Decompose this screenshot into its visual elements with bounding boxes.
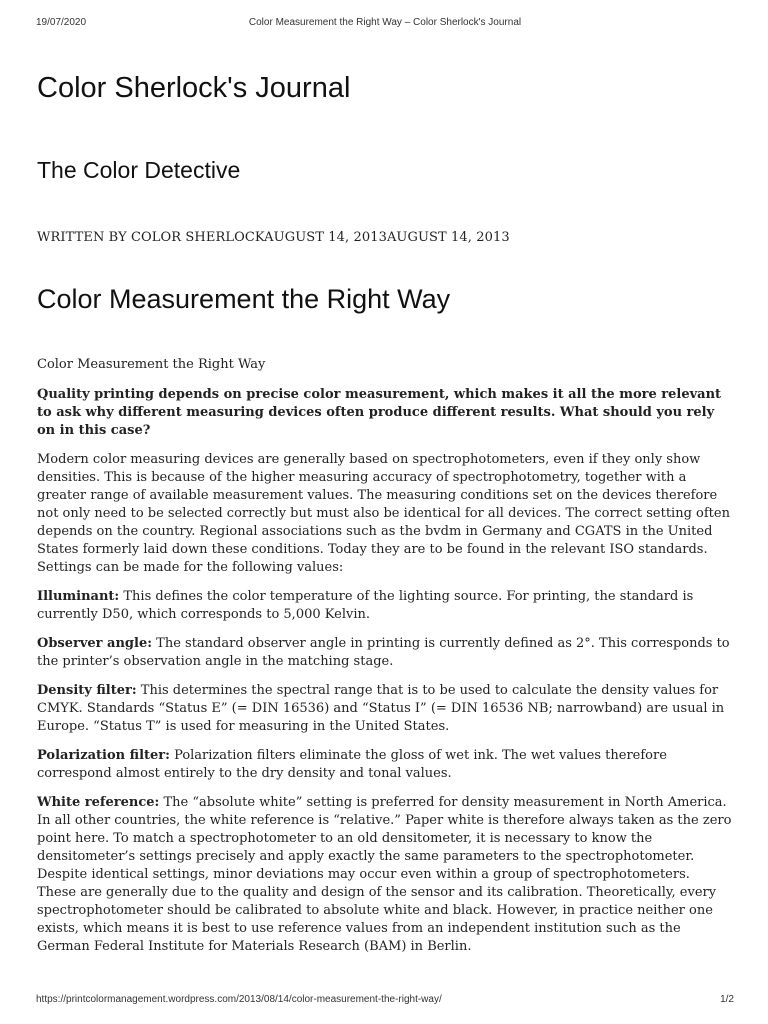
print-page-number: 1/2 (720, 994, 734, 1005)
setting-term: Illuminant: (37, 589, 120, 604)
setting-text: The standard observer angle in printing is currently defined as 2°. This corresponds to the printer’s observation angle in the matching stage. (37, 636, 730, 669)
setting-text: This defines the color temperature of the lighting source. For printing, the standard is currently D50, which corresponds to 5,000 Kelvin. (37, 589, 694, 622)
setting-term: Density filter: (37, 683, 137, 698)
setting-white-reference (37, 794, 733, 956)
print-header (36, 17, 734, 31)
setting-term: Polarization filter: (37, 748, 170, 763)
site-description: The Color Detective (37, 157, 241, 183)
setting-observer-angle (37, 635, 733, 671)
setting-term: White reference: (37, 795, 160, 810)
print-date: 19/07/2020 (36, 17, 87, 28)
post-intro-paragraph: Modern color measuring devices are generally based on spectrophotometers, even if they only show densities. This is because of the higher measuring accuracy of spectrophotometry, together with a greater range of available measurement values. The measuring conditions set on the devices therefore not only need to be selected correctly but must also be identical for all devices. The correct setting often depends on the country. Regional associations such as the bvdm in Germany and CGATS in the United States formerly laid down these conditions. Today they are to be found in the relevant ISO standards. Settings can be made for the following values: (37, 452, 730, 575)
setting-text: The “absolute white” setting is preferred for density measurement in North America. In all other countries, the white reference is “relative.” Paper white is therefore always taken as the zero point here. To match a spectrophotometer to an old densitometer, it is necessary to know the densitometer’s settings precisely and apply exactly the same parameters to the spectrophotometer. Despite identical settings, minor deviations may occur even within a group of spectrophotometers. These are generally due to the quality and design of the sensor and its calibration. Theoretically, every spectrophotometer should be calibrated to absolute white and black. However, in practice neither one exists, which means it is best to use reference values from an independent institution such as the German Federal Institute for Materials Research (BAM) in Berlin. (37, 795, 732, 954)
setting-polarization-filter (37, 747, 733, 783)
print-url[interactable]: https://printcolormanagement.wordpress.com/2013/08/14/color-measurement-the-right-way/ (36, 994, 442, 1005)
setting-density-filter (37, 682, 733, 736)
site-title[interactable]: Color Sherlock's Journal (37, 72, 351, 104)
post-byline: WRITTEN BY COLOR SHERLOCKAUGUST 14, 2013AUGUST 14, 2013 (37, 230, 510, 245)
setting-illuminant (37, 588, 733, 624)
setting-text: This determines the spectral range that is to be used to calculate the density values for CMYK. Standards “Status E” (= DIN 16536) and “Status I” (= DIN 16536 NB; narrowband) are usual in Europe. “Status T” is used for measuring in the United States. (37, 683, 725, 734)
post-content (37, 356, 733, 967)
post-subheading: Color Measurement the Right Way (37, 357, 266, 372)
setting-term: Observer angle: (37, 636, 153, 651)
post-lead-paragraph: Quality printing depends on precise color measurement, which makes it all the more relevant to ask why different measuring devices often produce different results. What should you rely on in this case? (37, 387, 722, 438)
print-footer (36, 994, 734, 1008)
print-page-title: Color Measurement the Right Way – Color Sherlock's Journal (248, 17, 522, 28)
setting-text: Polarization filters eliminate the gloss of wet ink. The wet values therefore correspond almost entirely to the dry density and tonal values. (37, 748, 667, 781)
post-title[interactable]: Color Measurement the Right Way (37, 284, 451, 314)
